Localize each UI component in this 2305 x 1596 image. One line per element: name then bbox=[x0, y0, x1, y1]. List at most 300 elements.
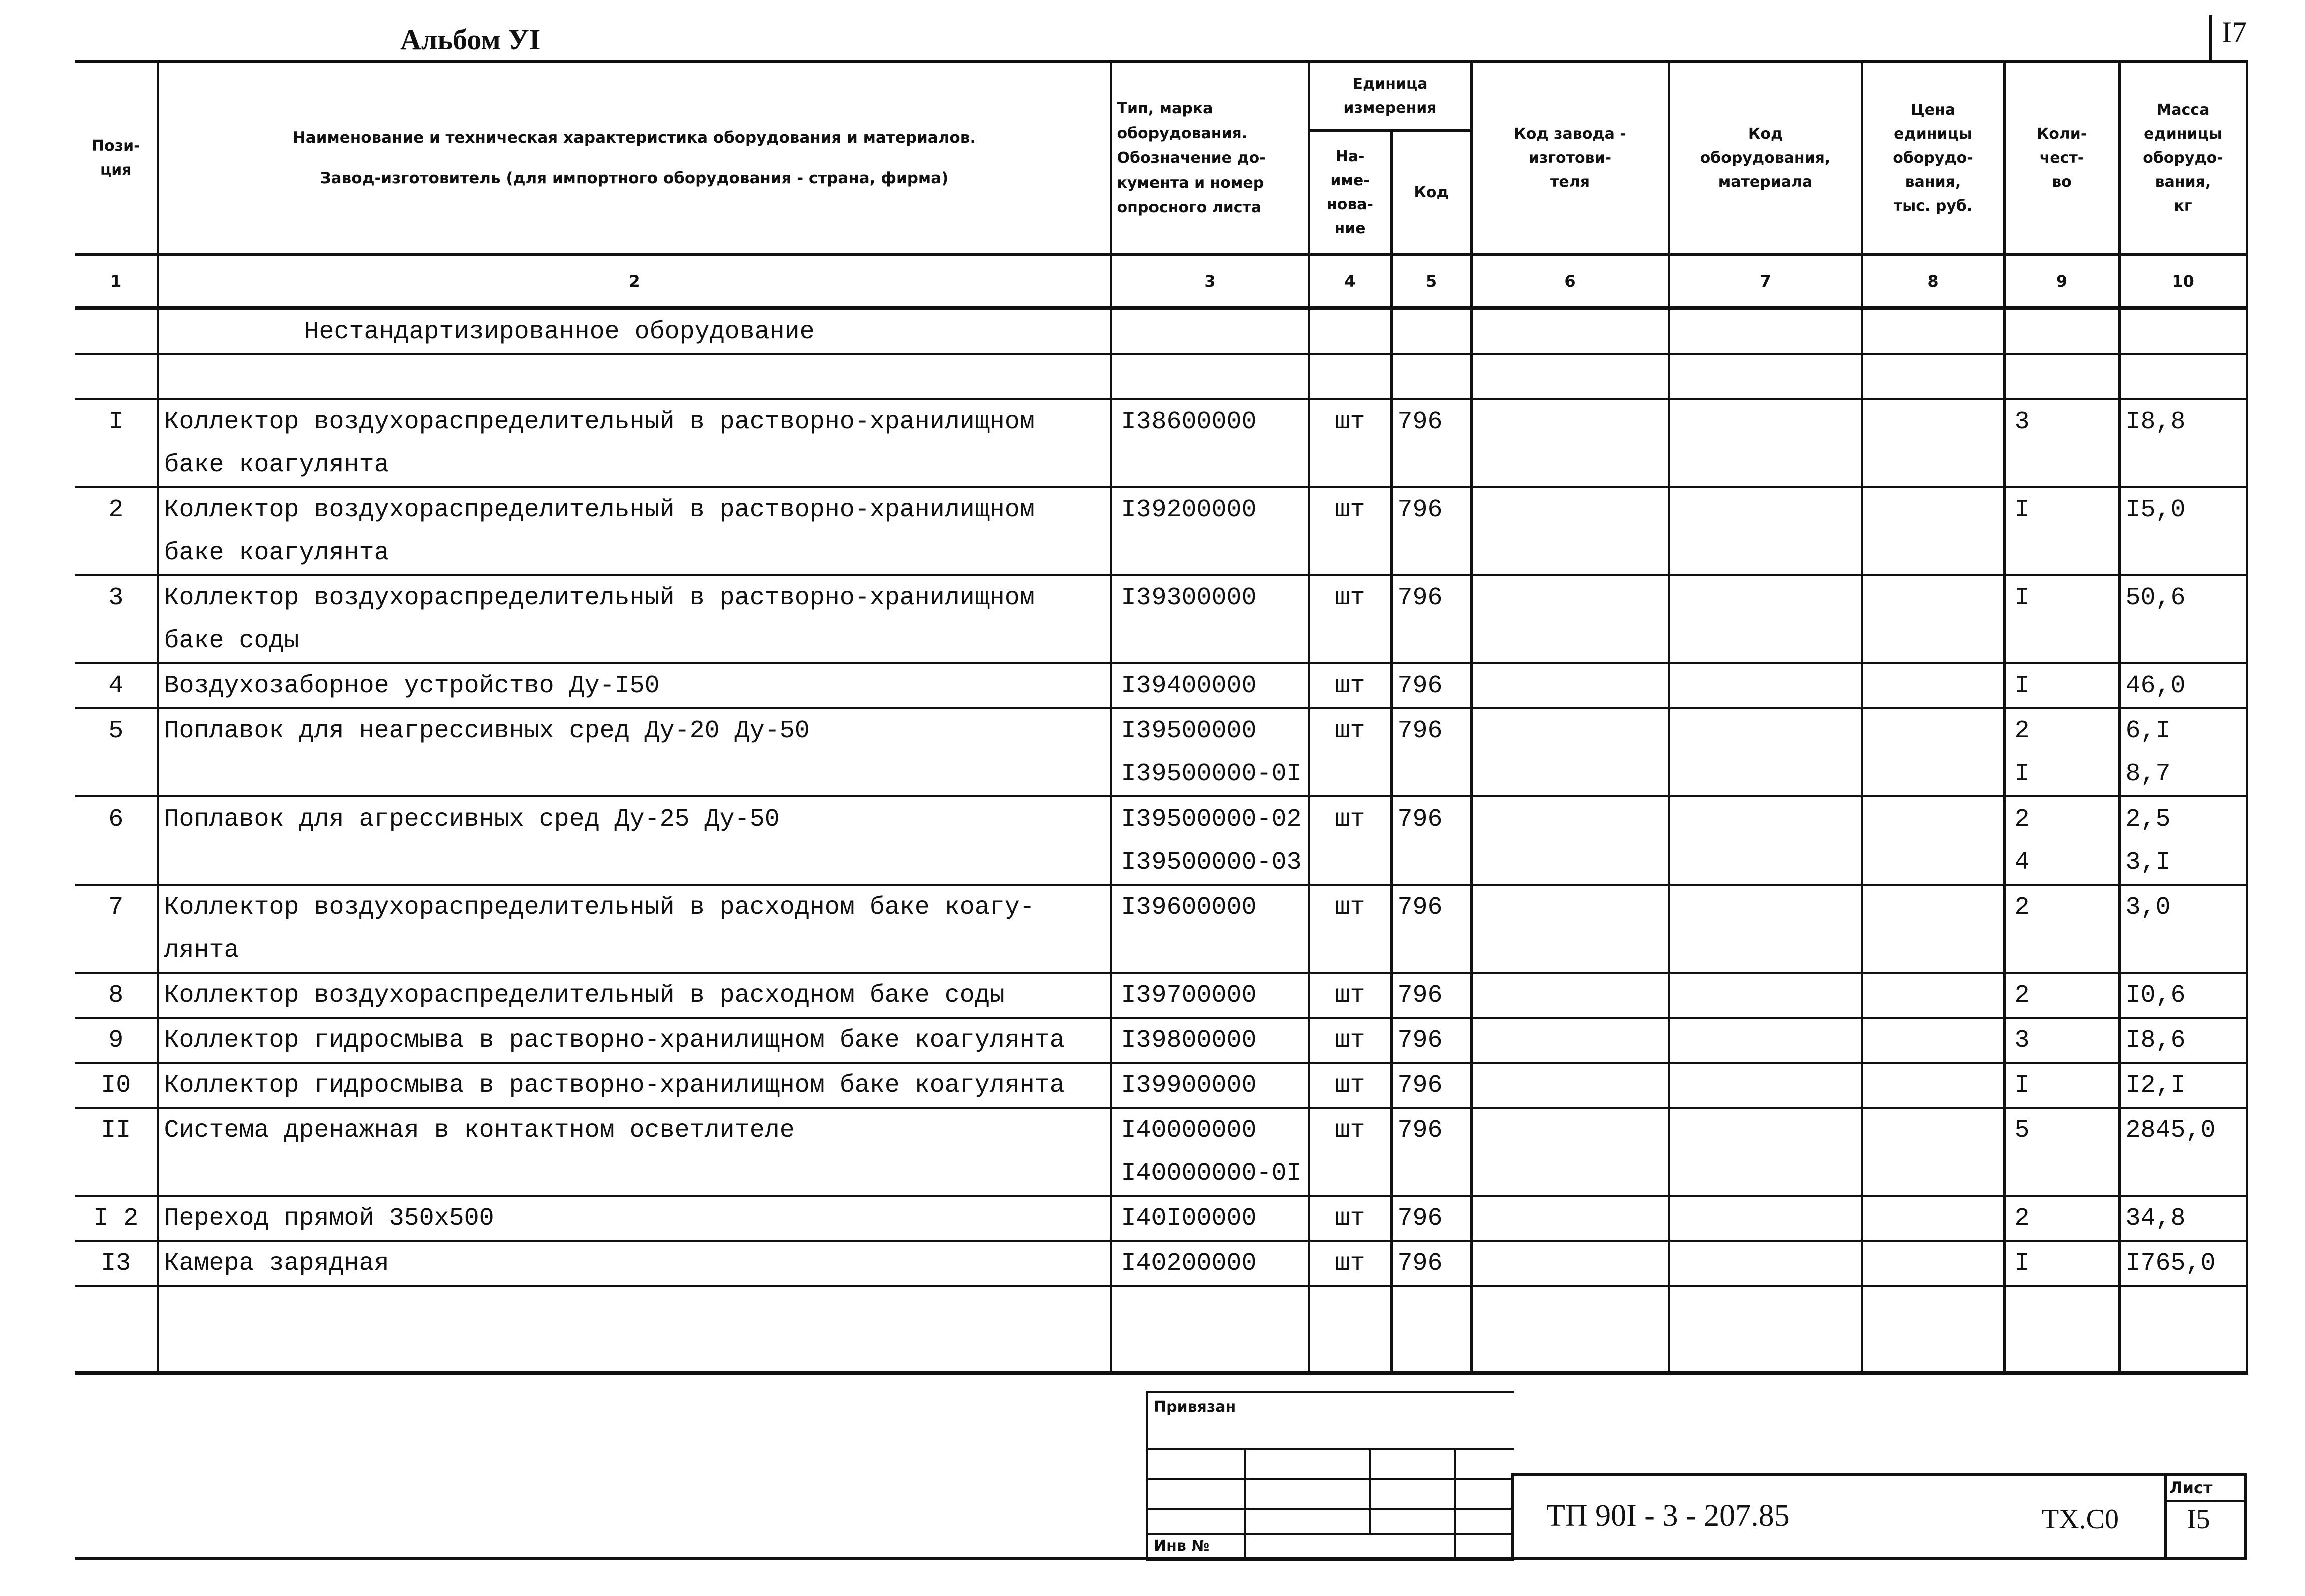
equipment-code-cell bbox=[1669, 796, 1862, 841]
empty-cell bbox=[1862, 354, 2004, 399]
unit-name-cell: шт bbox=[1309, 487, 1391, 531]
item-name-cell: баке соды bbox=[158, 619, 1111, 663]
factory-code-cell bbox=[1471, 885, 1669, 929]
equipment-code-cell bbox=[1669, 885, 1862, 929]
unit-name-cell: шт bbox=[1309, 1063, 1391, 1108]
price-cell bbox=[1862, 619, 2004, 663]
table-row bbox=[75, 1063, 2247, 1108]
table-row bbox=[75, 708, 2247, 752]
price-cell bbox=[1862, 575, 2004, 619]
factory-code-cell bbox=[1471, 443, 1669, 487]
col-number: 3 bbox=[1111, 255, 1309, 308]
col-header-factory-code: Код завода - изготови- теля bbox=[1471, 62, 1669, 255]
price-cell bbox=[1862, 1108, 2004, 1152]
table-row bbox=[75, 1330, 2247, 1374]
sheet-box-divider bbox=[2164, 1500, 2247, 1502]
mass-cell: 2,5 bbox=[2119, 796, 2247, 841]
mass-cell: I0,6 bbox=[2119, 973, 2247, 1018]
sheet-number: I5 bbox=[2187, 1504, 2210, 1535]
quantity-cell: 2 bbox=[2004, 1196, 2119, 1241]
column-number-row bbox=[75, 255, 2247, 308]
factory-code-cell bbox=[1471, 1286, 1669, 1330]
unit-name-cell: шт bbox=[1309, 399, 1391, 443]
stamp-inv-label: Инв № bbox=[1154, 1537, 1210, 1555]
quantity-cell: 3 bbox=[2004, 1018, 2119, 1063]
mass-cell bbox=[2119, 443, 2247, 487]
title-block-bottom bbox=[75, 1557, 2247, 1560]
col-header-price: Цена единицы оборудо- вания, тыс. руб. bbox=[1862, 62, 2004, 255]
factory-code-cell bbox=[1471, 708, 1669, 752]
price-cell bbox=[1862, 796, 2004, 841]
equipment-spec-table bbox=[75, 60, 2248, 1375]
col-header-pos: Пози- ция bbox=[75, 62, 158, 255]
factory-code-cell bbox=[1471, 1018, 1669, 1063]
unit-code-cell: 796 bbox=[1391, 487, 1471, 531]
mass-cell: I2,I bbox=[2119, 1063, 2247, 1108]
price-cell bbox=[1862, 1241, 2004, 1286]
mass-cell bbox=[2119, 929, 2247, 973]
binding-stamp bbox=[1146, 1391, 1514, 1561]
quantity-cell bbox=[2004, 1330, 2119, 1374]
table-row bbox=[75, 531, 2247, 575]
mass-cell: 46,0 bbox=[2119, 663, 2247, 708]
equipment-code-cell bbox=[1669, 1108, 1862, 1152]
empty-cell bbox=[1669, 308, 1862, 354]
mass-cell: 8,7 bbox=[2119, 752, 2247, 796]
equipment-code-cell bbox=[1669, 1241, 1862, 1286]
pos-cell: I bbox=[75, 399, 158, 443]
price-cell bbox=[1862, 1330, 2004, 1374]
unit-code-cell: 796 bbox=[1391, 885, 1471, 929]
factory-code-cell bbox=[1471, 1241, 1669, 1286]
unit-name-cell: шт bbox=[1309, 796, 1391, 841]
price-cell bbox=[1862, 708, 2004, 752]
mass-cell bbox=[2119, 1152, 2247, 1196]
unit-code-cell: 796 bbox=[1391, 1108, 1471, 1152]
table-row bbox=[75, 885, 2247, 929]
empty-cell bbox=[1471, 354, 1669, 399]
empty-cell bbox=[1111, 354, 1309, 399]
factory-code-cell bbox=[1471, 1152, 1669, 1196]
unit-code-cell: 796 bbox=[1391, 663, 1471, 708]
item-name-cell: лянта bbox=[158, 929, 1111, 973]
quantity-cell: I bbox=[2004, 663, 2119, 708]
unit-name-cell: шт bbox=[1309, 1196, 1391, 1241]
equipment-code-cell bbox=[1669, 663, 1862, 708]
quantity-cell bbox=[2004, 443, 2119, 487]
unit-name-cell: шт bbox=[1309, 1108, 1391, 1152]
quantity-cell: 4 bbox=[2004, 841, 2119, 885]
col-header-unit: Единица измерения bbox=[1309, 62, 1471, 130]
unit-name-cell: шт bbox=[1309, 973, 1391, 1018]
equipment-code-cell bbox=[1669, 575, 1862, 619]
col-number: 9 bbox=[2004, 255, 2119, 308]
pos-cell: I 2 bbox=[75, 1196, 158, 1241]
unit-code-cell bbox=[1391, 619, 1471, 663]
factory-code-cell bbox=[1471, 841, 1669, 885]
section-pos-cell bbox=[75, 308, 158, 354]
quantity-cell: I bbox=[2004, 1241, 2119, 1286]
item-name-cell: Камера зарядная bbox=[158, 1241, 1111, 1286]
item-type-cell bbox=[1111, 1286, 1309, 1330]
equipment-code-cell bbox=[1669, 929, 1862, 973]
mass-cell: 50,6 bbox=[2119, 575, 2247, 619]
equipment-code-cell bbox=[1669, 708, 1862, 752]
price-cell bbox=[1862, 973, 2004, 1018]
table-row bbox=[75, 443, 2247, 487]
empty-cell bbox=[2119, 354, 2247, 399]
item-name-cell bbox=[158, 1286, 1111, 1330]
unit-name-cell bbox=[1309, 619, 1391, 663]
mass-cell: 2845,0 bbox=[2119, 1108, 2247, 1152]
pos-cell: 8 bbox=[75, 973, 158, 1018]
unit-code-cell bbox=[1391, 929, 1471, 973]
pos-cell: 2 bbox=[75, 487, 158, 531]
unit-code-cell: 796 bbox=[1391, 1241, 1471, 1286]
quantity-cell: I bbox=[2004, 1063, 2119, 1108]
item-type-cell bbox=[1111, 929, 1309, 973]
section-title-row bbox=[75, 308, 2247, 354]
item-name-cell: Коллектор воздухораспределительный в расходном баке коагу- bbox=[158, 885, 1111, 929]
table-row bbox=[75, 796, 2247, 841]
empty-cell bbox=[1391, 354, 1471, 399]
factory-code-cell bbox=[1471, 487, 1669, 531]
item-type-cell bbox=[1111, 443, 1309, 487]
item-name-cell bbox=[158, 1152, 1111, 1196]
price-cell bbox=[1862, 1286, 2004, 1330]
item-name-cell: Коллектор гидросмыва в растворно-хранилищном баке коагулянта bbox=[158, 1063, 1111, 1108]
pos-cell bbox=[75, 443, 158, 487]
document-section-code: ТХ.С0 bbox=[2042, 1504, 2119, 1535]
mass-cell: I765,0 bbox=[2119, 1241, 2247, 1286]
item-type-cell: I40200000 bbox=[1111, 1241, 1309, 1286]
table-row bbox=[75, 663, 2247, 708]
unit-code-cell bbox=[1391, 841, 1471, 885]
col-number: 1 bbox=[75, 255, 158, 308]
equipment-code-cell bbox=[1669, 1152, 1862, 1196]
item-name-cell: Коллектор воздухораспределительный в растворно-хранилищном bbox=[158, 575, 1111, 619]
empty-cell bbox=[2004, 308, 2119, 354]
pos-cell: 4 bbox=[75, 663, 158, 708]
quantity-cell: I bbox=[2004, 575, 2119, 619]
pos-cell: 9 bbox=[75, 1018, 158, 1063]
item-name-cell bbox=[158, 841, 1111, 885]
stamp-line bbox=[1148, 1448, 1514, 1450]
pos-cell: 3 bbox=[75, 575, 158, 619]
col-header-unit-name: На- име- нова- ние bbox=[1309, 130, 1391, 255]
spec-rows bbox=[75, 399, 2247, 1374]
equipment-code-cell bbox=[1669, 1018, 1862, 1063]
item-type-cell: I39300000 bbox=[1111, 575, 1309, 619]
factory-code-cell bbox=[1471, 1330, 1669, 1374]
item-type-cell: I40000000 bbox=[1111, 1108, 1309, 1152]
unit-code-cell: 796 bbox=[1391, 575, 1471, 619]
factory-code-cell bbox=[1471, 1063, 1669, 1108]
unit-name-cell: шт bbox=[1309, 575, 1391, 619]
table-row bbox=[75, 1152, 2247, 1196]
quantity-cell bbox=[2004, 619, 2119, 663]
quantity-cell: I bbox=[2004, 752, 2119, 796]
col-number: 7 bbox=[1669, 255, 1862, 308]
col-number: 2 bbox=[158, 255, 1111, 308]
unit-name-cell: шт bbox=[1309, 708, 1391, 752]
unit-name-cell bbox=[1309, 929, 1391, 973]
mass-cell: I8,6 bbox=[2119, 1018, 2247, 1063]
unit-name-cell bbox=[1309, 1286, 1391, 1330]
item-type-cell: I39600000 bbox=[1111, 885, 1309, 929]
equipment-code-cell bbox=[1669, 531, 1862, 575]
item-type-cell: I39500000-02 bbox=[1111, 796, 1309, 841]
factory-code-cell bbox=[1471, 1108, 1669, 1152]
col-header-qty: Коли- чест- во bbox=[2004, 62, 2119, 255]
empty-cell bbox=[158, 354, 1111, 399]
item-name-cell: Коллектор гидросмыва в растворно-хранилищном баке коагулянта bbox=[158, 1018, 1111, 1063]
unit-code-cell: 796 bbox=[1391, 1196, 1471, 1241]
unit-code-cell bbox=[1391, 752, 1471, 796]
quantity-cell bbox=[2004, 929, 2119, 973]
price-cell bbox=[1862, 531, 2004, 575]
sheet-label: Лист bbox=[2169, 1478, 2213, 1497]
album-title: Альбом УI bbox=[400, 23, 541, 56]
unit-name-cell: шт bbox=[1309, 1018, 1391, 1063]
document-code: ТП 90I - 3 - 207.85 bbox=[1546, 1499, 1790, 1533]
table-row bbox=[75, 929, 2247, 973]
item-type-cell: I39800000 bbox=[1111, 1018, 1309, 1063]
empty-cell bbox=[1391, 308, 1471, 354]
item-type-cell: I39500000-0I bbox=[1111, 752, 1309, 796]
price-cell bbox=[1862, 443, 2004, 487]
item-name-cell: Система дренажная в контактном осветлителе bbox=[158, 1108, 1111, 1152]
mass-cell bbox=[2119, 531, 2247, 575]
item-name-cell: Поплавок для неагрессивных сред Ду-20 Ду-50 bbox=[158, 708, 1111, 752]
equipment-code-cell bbox=[1669, 487, 1862, 531]
unit-code-cell bbox=[1391, 443, 1471, 487]
pos-cell bbox=[75, 619, 158, 663]
pos-cell: II bbox=[75, 1108, 158, 1152]
equipment-code-cell bbox=[1669, 1196, 1862, 1241]
empty-cell bbox=[1669, 354, 1862, 399]
col-header-mass: Масса единицы оборудо- вания, кг bbox=[2119, 62, 2247, 255]
empty-cell bbox=[1111, 308, 1309, 354]
item-type-cell: I39400000 bbox=[1111, 663, 1309, 708]
col-number: 4 bbox=[1309, 255, 1391, 308]
factory-code-cell bbox=[1471, 399, 1669, 443]
item-name-cell: баке коагулянта bbox=[158, 443, 1111, 487]
table-row bbox=[75, 1286, 2247, 1330]
empty-cell bbox=[1471, 308, 1669, 354]
item-name-cell: Коллектор воздухораспределительный в растворно-хранилищном bbox=[158, 487, 1111, 531]
unit-code-cell: 796 bbox=[1391, 1063, 1471, 1108]
stamp-line bbox=[1244, 1448, 1246, 1558]
empty-cell bbox=[75, 354, 158, 399]
pos-cell bbox=[75, 1330, 158, 1374]
stamp-line bbox=[1369, 1448, 1371, 1533]
item-type-cell: I39200000 bbox=[1111, 487, 1309, 531]
col-number: 6 bbox=[1471, 255, 1669, 308]
unit-name-cell: шт bbox=[1309, 1241, 1391, 1286]
equipment-code-cell bbox=[1669, 1286, 1862, 1330]
mass-cell: I8,8 bbox=[2119, 399, 2247, 443]
empty-cell bbox=[1309, 308, 1391, 354]
equipment-code-cell bbox=[1669, 841, 1862, 885]
mass-cell: 3,I bbox=[2119, 841, 2247, 885]
col-header-unit-code: Код bbox=[1391, 130, 1471, 255]
unit-name-cell: шт bbox=[1309, 885, 1391, 929]
item-name-cell: Коллектор воздухораспределительный в растворно-хранилищном bbox=[158, 399, 1111, 443]
page-number: I7 bbox=[2222, 16, 2247, 49]
item-type-cell: I39500000 bbox=[1111, 708, 1309, 752]
unit-code-cell: 796 bbox=[1391, 399, 1471, 443]
price-cell bbox=[1862, 885, 2004, 929]
stamp-label: Привязан bbox=[1154, 1398, 1236, 1416]
unit-name-cell: шт bbox=[1309, 663, 1391, 708]
factory-code-cell bbox=[1471, 752, 1669, 796]
table-row bbox=[75, 619, 2247, 663]
factory-code-cell bbox=[1471, 575, 1669, 619]
stamp-line bbox=[1454, 1448, 1456, 1558]
table-row bbox=[75, 1241, 2247, 1286]
quantity-cell: 3 bbox=[2004, 399, 2119, 443]
item-type-cell bbox=[1111, 1330, 1309, 1374]
quantity-cell bbox=[2004, 1152, 2119, 1196]
item-type-cell: I39700000 bbox=[1111, 973, 1309, 1018]
table-row bbox=[75, 841, 2247, 885]
quantity-cell: 2 bbox=[2004, 796, 2119, 841]
item-type-cell: I40I00000 bbox=[1111, 1196, 1309, 1241]
price-cell bbox=[1862, 752, 2004, 796]
pos-cell: 5 bbox=[75, 708, 158, 752]
pos-cell: 6 bbox=[75, 796, 158, 841]
col-header-equipment-code: Код оборудования, материала bbox=[1669, 62, 1862, 255]
unit-code-cell bbox=[1391, 1286, 1471, 1330]
empty-cell bbox=[1862, 308, 2004, 354]
item-name-cell: Поплавок для агрессивных сред Ду-25 Ду-50 bbox=[158, 796, 1111, 841]
factory-code-cell bbox=[1471, 619, 1669, 663]
item-name-cell: баке коагулянта bbox=[158, 531, 1111, 575]
section-title: Нестандартизированное оборудование bbox=[158, 308, 1111, 354]
mass-cell: 6,I bbox=[2119, 708, 2247, 752]
pos-cell bbox=[75, 1286, 158, 1330]
pos-cell: I3 bbox=[75, 1241, 158, 1286]
table-row bbox=[75, 752, 2247, 796]
factory-code-cell bbox=[1471, 1196, 1669, 1241]
mass-cell: 3,0 bbox=[2119, 885, 2247, 929]
price-cell bbox=[1862, 929, 2004, 973]
item-type-cell: I38600000 bbox=[1111, 399, 1309, 443]
table-row bbox=[75, 1196, 2247, 1241]
unit-code-cell: 796 bbox=[1391, 973, 1471, 1018]
price-cell bbox=[1862, 663, 2004, 708]
stamp-line bbox=[1148, 1508, 1514, 1510]
unit-code-cell bbox=[1391, 1152, 1471, 1196]
unit-name-cell bbox=[1309, 752, 1391, 796]
page-number-divider bbox=[2209, 15, 2212, 63]
unit-code-cell: 796 bbox=[1391, 1018, 1471, 1063]
empty-cell bbox=[2004, 354, 2119, 399]
item-type-cell: I40000000-0I bbox=[1111, 1152, 1309, 1196]
factory-code-cell bbox=[1471, 929, 1669, 973]
price-cell bbox=[1862, 1018, 2004, 1063]
stamp-line bbox=[1148, 1533, 1514, 1535]
col-number: 10 bbox=[2119, 255, 2247, 308]
item-name-cell: Воздухозаборное устройство Ду-I50 bbox=[158, 663, 1111, 708]
table-row bbox=[75, 487, 2247, 531]
factory-code-cell bbox=[1471, 531, 1669, 575]
price-cell bbox=[1862, 399, 2004, 443]
pos-cell bbox=[75, 841, 158, 885]
unit-name-cell bbox=[1309, 443, 1391, 487]
unit-code-cell bbox=[1391, 1330, 1471, 1374]
item-type-cell bbox=[1111, 531, 1309, 575]
pos-cell bbox=[75, 752, 158, 796]
header-row bbox=[75, 62, 2247, 130]
unit-code-cell: 796 bbox=[1391, 708, 1471, 752]
title-block-right bbox=[2244, 1473, 2247, 1558]
col-number: 8 bbox=[1862, 255, 2004, 308]
mass-cell bbox=[2119, 619, 2247, 663]
title-block-top bbox=[1511, 1473, 2247, 1476]
pos-cell bbox=[75, 1152, 158, 1196]
quantity-cell: 2 bbox=[2004, 885, 2119, 929]
factory-code-cell bbox=[1471, 663, 1669, 708]
unit-name-cell bbox=[1309, 531, 1391, 575]
table-row bbox=[75, 1018, 2247, 1063]
pos-cell: I0 bbox=[75, 1063, 158, 1108]
table-row bbox=[75, 575, 2247, 619]
empty-cell bbox=[1309, 354, 1391, 399]
item-name-cell: Переход прямой 350х500 bbox=[158, 1196, 1111, 1241]
equipment-code-cell bbox=[1669, 619, 1862, 663]
factory-code-cell bbox=[1471, 796, 1669, 841]
unit-name-cell bbox=[1309, 1330, 1391, 1374]
price-cell bbox=[1862, 1152, 2004, 1196]
quantity-cell bbox=[2004, 531, 2119, 575]
equipment-code-cell bbox=[1669, 1330, 1862, 1374]
item-type-cell: I39900000 bbox=[1111, 1063, 1309, 1108]
price-cell bbox=[1862, 487, 2004, 531]
stamp-line bbox=[1148, 1478, 1514, 1480]
item-name-cell bbox=[158, 752, 1111, 796]
pos-cell bbox=[75, 929, 158, 973]
col-header-type: Тип, марка оборудования. Обозначение до- кумента и номер опросного листа bbox=[1111, 62, 1309, 255]
quantity-cell: I bbox=[2004, 487, 2119, 531]
pos-cell bbox=[75, 531, 158, 575]
equipment-code-cell bbox=[1669, 752, 1862, 796]
quantity-cell bbox=[2004, 1286, 2119, 1330]
item-type-cell: I39500000-03 bbox=[1111, 841, 1309, 885]
title-block-left bbox=[1511, 1473, 1514, 1558]
empty-cell bbox=[2119, 308, 2247, 354]
table-row bbox=[75, 973, 2247, 1018]
unit-name-cell bbox=[1309, 841, 1391, 885]
item-name-cell bbox=[158, 1330, 1111, 1374]
mass-cell: 34,8 bbox=[2119, 1196, 2247, 1241]
table-row bbox=[75, 1108, 2247, 1152]
equipment-code-cell bbox=[1669, 399, 1862, 443]
table-row bbox=[75, 399, 2247, 443]
price-cell bbox=[1862, 1063, 2004, 1108]
sheet-box-left bbox=[2164, 1473, 2167, 1558]
unit-code-cell: 796 bbox=[1391, 796, 1471, 841]
mass-cell bbox=[2119, 1286, 2247, 1330]
factory-code-cell bbox=[1471, 973, 1669, 1018]
item-type-cell bbox=[1111, 619, 1309, 663]
mass-cell bbox=[2119, 1330, 2247, 1374]
quantity-cell: 5 bbox=[2004, 1108, 2119, 1152]
equipment-code-cell bbox=[1669, 443, 1862, 487]
unit-code-cell bbox=[1391, 531, 1471, 575]
col-number: 5 bbox=[1391, 255, 1471, 308]
